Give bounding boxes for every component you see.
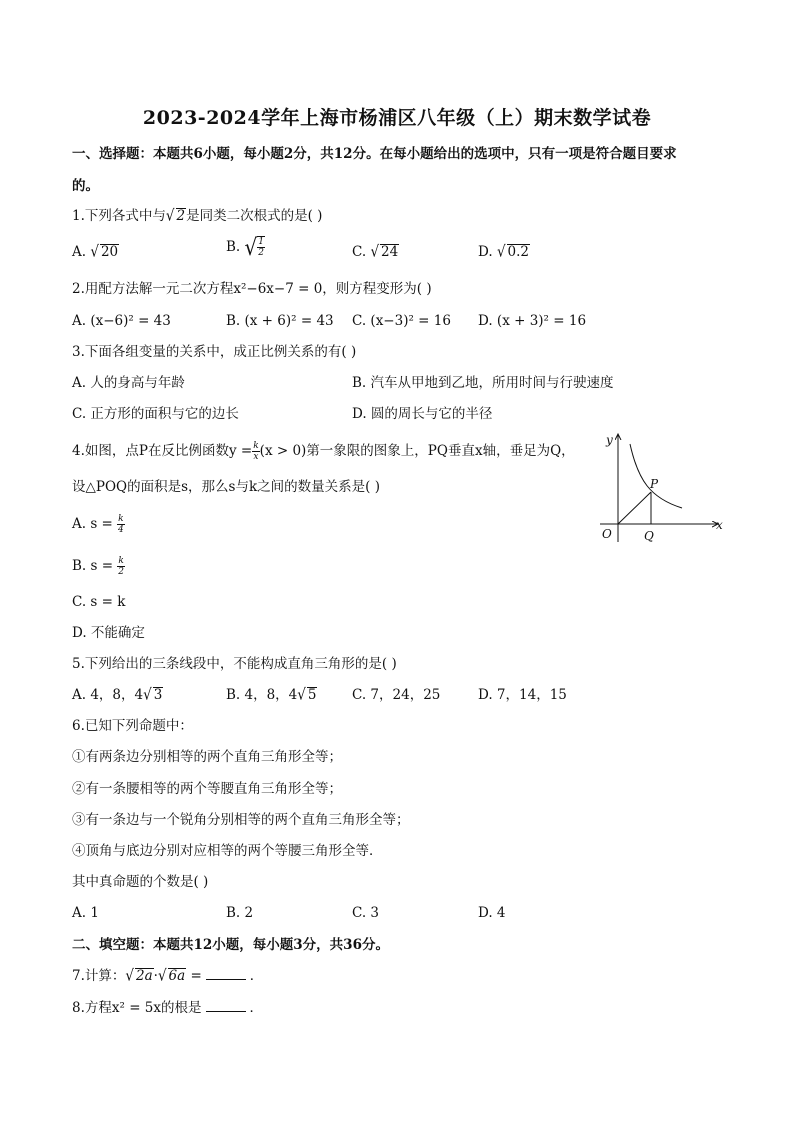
sqrt-sign-icon: √ <box>165 206 175 226</box>
q4-option-d: D. 不能确定 <box>72 625 145 641</box>
origin-label: O <box>602 527 612 541</box>
page-title: 2023-2024学年上海市杨浦区八年级（上）期末数学试卷 <box>142 107 652 129</box>
question-3-stem: 3.下面各组变量的关系中，成正比例关系的有( ) <box>72 344 357 360</box>
q1-option-d: D. √ 0.2 <box>478 242 530 262</box>
q6-proposition-1: ①有两条边分别相等的两个直角三角形全等； <box>72 749 342 765</box>
q6-proposition-2: ②有一条腰相等的两个等腰直角三角形全等； <box>72 781 342 797</box>
q1-stem-b: 是同类二次根式的是( ) <box>186 208 323 224</box>
q6-option-d: D. 4 <box>478 905 506 921</box>
section-header-choice: 一、选择题：本题共6小题，每小题2分，共12分。在每小题给出的选项中，只有一项是符合题目要求 <box>72 146 677 162</box>
question-1-stem <box>72 207 322 225</box>
question-4-stem: 4.如图，点P在反比例函数y = $\frac{k}{x}$ (x > 0)第一象限的图象上，PQ垂直x轴，垂足为Q， <box>72 441 575 462</box>
q5-option-a: A. 4，8，4√ 3 <box>72 685 163 705</box>
q5-option-b: B. 4，8，4√ 5 <box>226 685 317 705</box>
q5-option-d: D. 7，14，15 <box>478 687 567 703</box>
q6-option-a: A. 1 <box>72 905 99 921</box>
x-axis-label: x <box>716 518 723 532</box>
q3-option-b: B. 汽车从甲地到乙地，所用时间与行驶速度 <box>352 375 614 391</box>
q3-option-a: A. 人的身高与年龄 <box>72 375 185 391</box>
q1-stem-a: 1.下列各式中与 <box>72 208 166 224</box>
question-2-stem: 2.用配方法解一元二次方程x²−6x−7 = 0，则方程变形为( ) <box>72 281 432 297</box>
q6-proposition-3: ③有一条边与一个锐角分别相等的两个直角三角形全等； <box>72 812 410 828</box>
q1-option-c: C. √ 24 <box>352 242 399 262</box>
question-4-stem-line2: 设△POQ的面积是s，那么s与k之间的数量关系是( ) <box>72 479 380 495</box>
point-q-label: Q <box>644 529 654 543</box>
q4-option-a: A. s = $\frac{k}{4}$ <box>72 514 124 535</box>
question-5-stem: 5.下列给出的三条线段中，不能构成直角三角形的是( ) <box>72 656 397 672</box>
q2-option-d: D. (x + 3)² = 16 <box>478 313 587 329</box>
q7-answer-blank[interactable] <box>206 967 246 980</box>
q6-proposition-4: ④顶角与底边分别对应相等的两个等腰三角形全等． <box>72 843 383 859</box>
q1-option-a: A. √ 20 <box>72 242 119 262</box>
y-axis-label: y <box>606 433 613 447</box>
q2-option-c: C. (x−3)² = 16 <box>352 313 451 329</box>
q3-option-c: C. 正方形的面积与它的边长 <box>72 406 239 422</box>
q1-option-b: B. √ $\frac{1}{2}$ <box>226 233 264 261</box>
q4-option-b: B. s = $\frac{k}{2}$ <box>72 556 124 577</box>
question-8: 8.方程x² = 5x的根是 ． <box>72 1000 264 1016</box>
q2-option-b: B. (x + 6)² = 43 <box>226 313 334 329</box>
q8-answer-blank[interactable] <box>206 999 246 1012</box>
q4-figure <box>590 430 730 550</box>
q6-option-b: B. 2 <box>226 905 254 921</box>
q3-option-d: D. 圆的周长与它的半径 <box>352 406 493 422</box>
q6-question: 其中真命题的个数是( ) <box>72 874 209 890</box>
question-6-stem: 6.已知下列命题中： <box>72 718 193 734</box>
q4-option-c: C. s = k <box>72 594 126 610</box>
hyperbola-curve <box>630 444 682 508</box>
question-7: 7.计算：√ 2a·√ 6a = ． <box>72 966 264 986</box>
q1-radicand: 2 <box>176 208 186 224</box>
section-header-choice-cont: 的。 <box>72 178 99 194</box>
q5-option-c: C. 7，24，25 <box>352 687 441 703</box>
segment-op <box>618 492 651 524</box>
section-header-fill: 二、填空题：本题共12小题，每小题3分，共36分。 <box>72 937 389 953</box>
q6-option-c: C. 3 <box>352 905 380 921</box>
point-p-label: P <box>650 477 659 491</box>
q2-option-a: A. (x−6)² = 43 <box>72 313 171 329</box>
